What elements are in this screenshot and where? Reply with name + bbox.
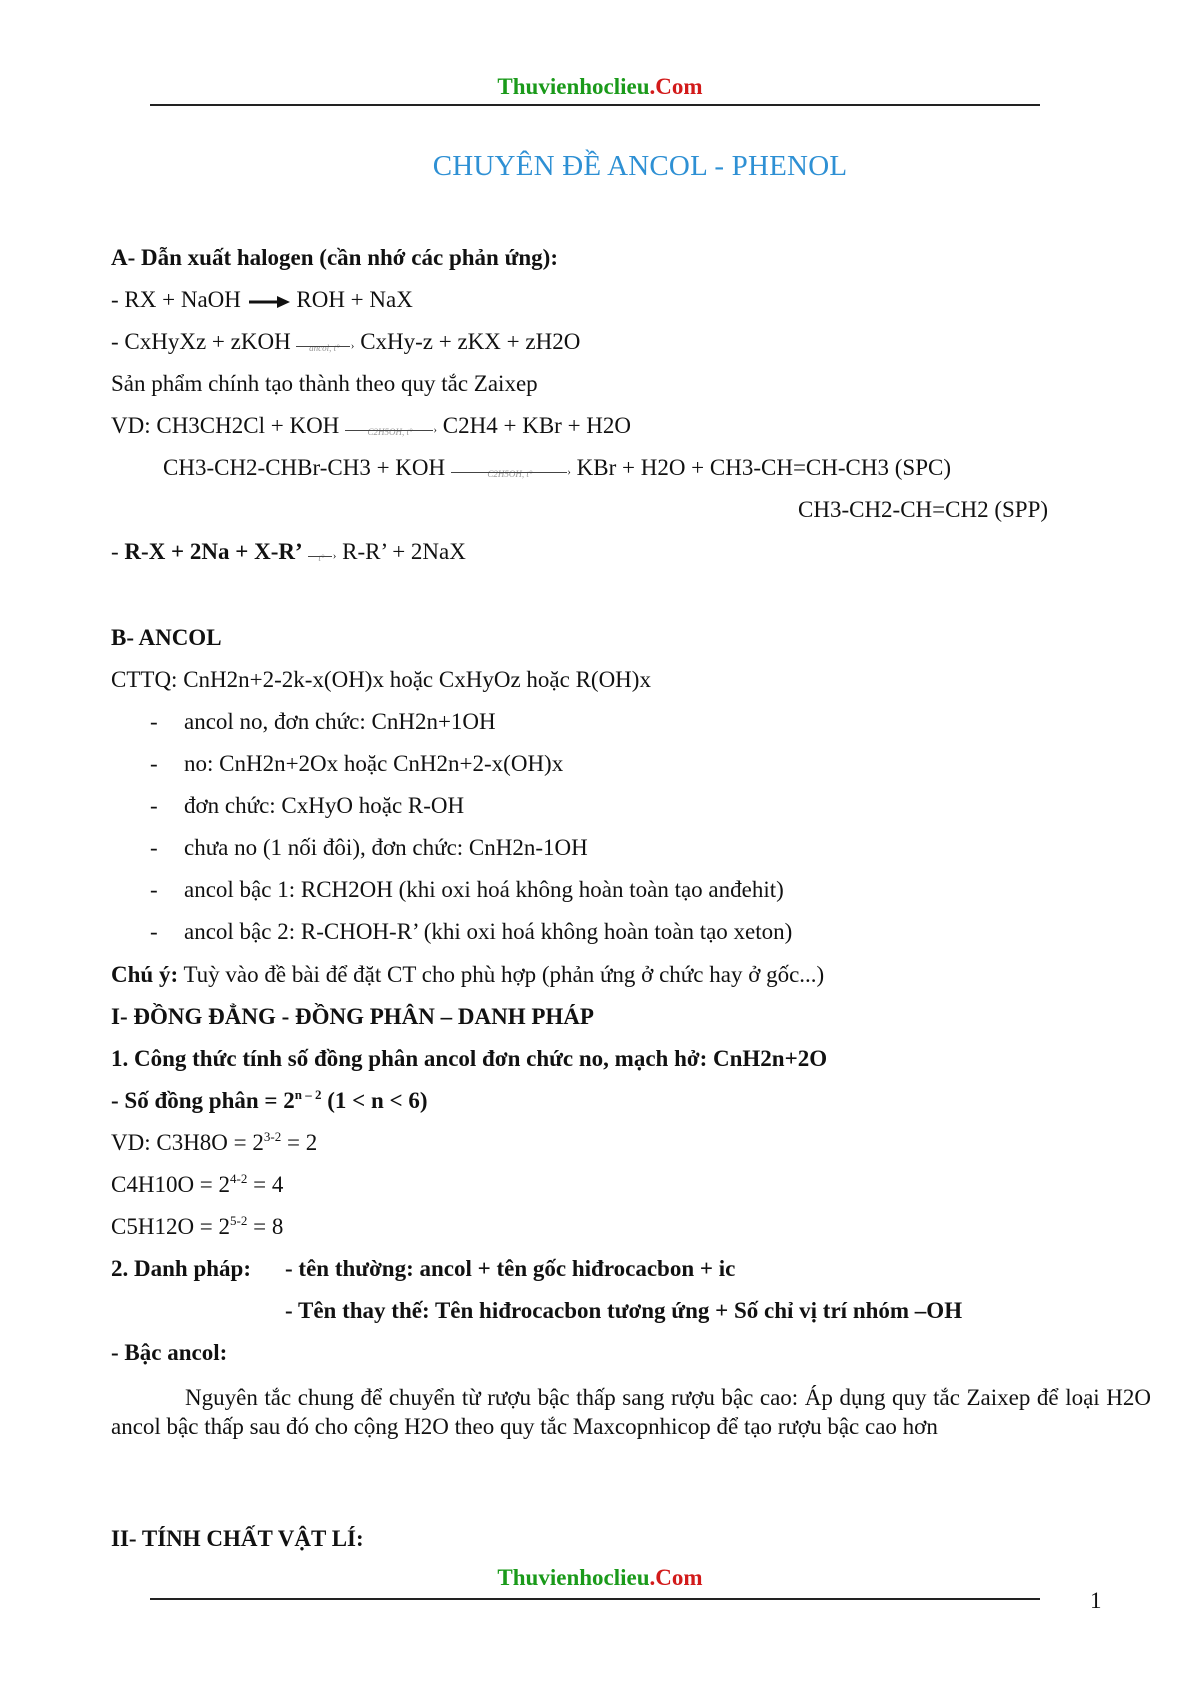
list-item: ancol bậc 2: R-CHOH-R’ (khi oxi hoá không hoàn toàn tạo xeton) bbox=[184, 919, 793, 944]
nomenclature-common: - tên thường: ancol + tên gốc hiđrocacbon + ic bbox=[285, 1256, 736, 1281]
nomenclature-label: 2. Danh pháp: bbox=[111, 1256, 251, 1281]
list-item: đơn chức: CxHyO hoặc R-OH bbox=[184, 793, 465, 818]
example-2-right: KBr + H2O + CH3-CH=CH-CH3 (SPC) bbox=[576, 455, 951, 480]
reaction-1-right: ROH + NaX bbox=[296, 287, 413, 312]
wurtz-condition: t° bbox=[318, 552, 325, 563]
example-result: = 8 bbox=[247, 1214, 284, 1239]
list-item: chưa no (1 nối đôi), đơn chức: CnH2n-1OH bbox=[184, 835, 588, 860]
example-result: = 2 bbox=[281, 1130, 318, 1155]
page-title: CHUYÊN ĐỀ ANCOL - PHENOL bbox=[432, 150, 848, 182]
bullet-mark: - bbox=[150, 751, 158, 776]
example-exponent: 5-2 bbox=[230, 1213, 248, 1228]
note bbox=[111, 960, 824, 990]
footer-site-title bbox=[0, 1565, 1200, 1591]
nomenclature-substitutive: - Tên thay thế: Tên hiđrocacbon tương ứng + Số chỉ vị trí nhóm –OH bbox=[285, 1298, 963, 1323]
example-2-minor-product: CH3-CH2-CH=CH2 (SPP) bbox=[798, 497, 1049, 522]
example-2 bbox=[163, 453, 951, 483]
reaction-arrow-icon: ancol, t° › bbox=[296, 335, 354, 353]
note-text: Tuỳ vào đề bài để đặt CT cho phù hợp (phản ứng ở chức hay ở gốc...) bbox=[178, 962, 825, 987]
wurtz-reaction bbox=[111, 537, 466, 567]
example-1 bbox=[111, 411, 631, 441]
reaction-arrow-icon: t° › bbox=[308, 545, 336, 563]
reaction-1 bbox=[111, 285, 413, 315]
isomer-formula-base: - Số đồng phân = 2 bbox=[111, 1088, 295, 1113]
list-item: ancol bậc 1: RCH2OH (khi oxi hoá không hoàn toàn tạo anđehit) bbox=[184, 877, 784, 902]
example-2-left: CH3-CH2-CHBr-CH3 + KOH bbox=[163, 455, 446, 480]
bullet-mark: - bbox=[150, 835, 158, 860]
example-exponent: 3-2 bbox=[263, 1129, 282, 1144]
example-base: VD: C3H8O = 2 bbox=[111, 1130, 264, 1155]
reaction-2 bbox=[111, 327, 580, 357]
reaction-2-condition: ancol, t° bbox=[309, 342, 340, 353]
page-number: 1 bbox=[1090, 1588, 1102, 1613]
reaction-arrow-icon: C2H5OH, t° › bbox=[345, 419, 437, 437]
section-1-heading: I- ĐỒNG ĐẲNG - ĐỒNG PHÂN – DANH PHÁP bbox=[111, 1004, 594, 1029]
general-formula: CTTQ: CnH2n+2-2k-x(OH)x hoặc CxHyOz hoặc R(OH)x bbox=[111, 667, 651, 692]
alcohol-degree-heading: - Bậc ancol: bbox=[111, 1340, 228, 1365]
site-name: Thuvienhoclieu bbox=[497, 1565, 650, 1590]
bullet-mark: - bbox=[150, 919, 158, 944]
isomer-formula-range: (1 < n < 6) bbox=[321, 1088, 428, 1113]
subsection-1-heading: 1. Công thức tính số đồng phân ancol đơn chức no, mạch hở: CnH2n+2O bbox=[111, 1046, 828, 1071]
reaction-2-right: CxHy-z + zKX + zH2O bbox=[360, 329, 581, 354]
header-site-title bbox=[0, 74, 1200, 100]
footer-rule bbox=[150, 1598, 1040, 1600]
wurtz-dash: - bbox=[111, 539, 125, 564]
zaixep-rule: Sản phẩm chính tạo thành theo quy tắc Zaixep bbox=[111, 371, 538, 396]
isomer-formula bbox=[111, 1086, 428, 1116]
alcohol-degree-paragraph: Nguyên tắc chung để chuyển từ rượu bậc thấp sang rượu bậc cao: Áp dụng quy tắc Zaixep để loại H2O ancol bậc thấp sau đó cho cộng H2O theo quy tắc Maxcopnhicop để tạo rượu bậc cao hơn bbox=[111, 1385, 1151, 1439]
site-name: Thuvienhoclieu bbox=[497, 74, 650, 99]
wurtz-left: R-X + 2Na + X-R’ bbox=[124, 539, 303, 564]
example-1-right: C2H4 + KBr + H2O bbox=[442, 413, 632, 438]
reaction-1-left: - RX + NaOH bbox=[111, 287, 241, 312]
example-exponent: 4-2 bbox=[230, 1171, 248, 1186]
list-item: ancol no, đơn chức: CnH2n+1OH bbox=[184, 709, 496, 734]
example-1-left: VD: CH3CH2Cl + KOH bbox=[111, 413, 340, 438]
isomer-example-1 bbox=[111, 1128, 317, 1158]
section-2-heading: II- TÍNH CHẤT VẬT LÍ: bbox=[111, 1526, 364, 1551]
wurtz-right: R-R’ + 2NaX bbox=[342, 539, 466, 564]
note-label: Chú ý: bbox=[111, 962, 179, 987]
isomer-formula-exponent: n – 2 bbox=[294, 1087, 322, 1102]
example-base: C5H12O = 2 bbox=[111, 1214, 231, 1239]
list-item: no: CnH2n+2Ox hoặc CnH2n+2-x(OH)x bbox=[184, 751, 564, 776]
bullet-mark: - bbox=[150, 877, 158, 902]
bold-arrow-icon bbox=[247, 294, 291, 310]
bullet-mark: - bbox=[150, 793, 158, 818]
site-domain: .Com bbox=[649, 74, 703, 99]
example-1-condition: C2H5OH, t° bbox=[367, 426, 413, 437]
header-rule bbox=[150, 104, 1040, 106]
isomer-example-2 bbox=[111, 1170, 283, 1200]
reaction-arrow-icon: C2H5OH, t° › bbox=[451, 461, 571, 479]
bullet-mark: - bbox=[150, 709, 158, 734]
section-a-heading: A- Dẫn xuất halogen (cần nhớ các phản ứng): bbox=[111, 245, 558, 270]
example-result: = 4 bbox=[247, 1172, 284, 1197]
reaction-2-left: - CxHyXz + zKOH bbox=[111, 329, 291, 354]
example-base: C4H10O = 2 bbox=[111, 1172, 231, 1197]
isomer-example-3 bbox=[111, 1212, 283, 1242]
example-2-condition: C2H5OH, t° bbox=[487, 468, 533, 479]
section-b-heading: B- ANCOL bbox=[111, 625, 222, 650]
site-domain: .Com bbox=[649, 1565, 703, 1590]
